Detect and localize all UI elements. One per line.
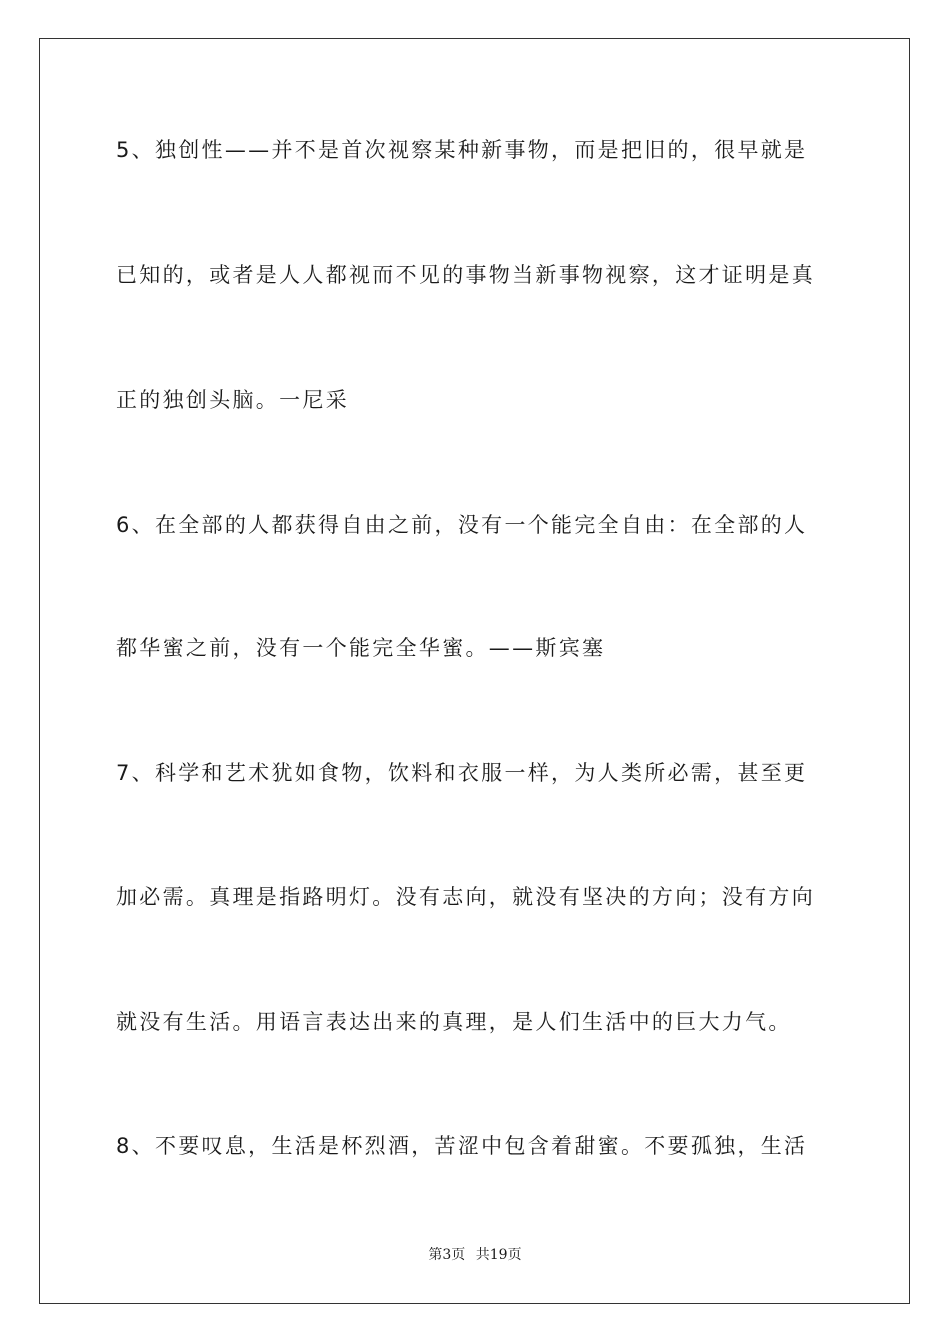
body-line-1: 5、独创性——并不是首次视察某种新事物，而是把旧的，很早就是 [116,138,808,162]
body-line-8: 就没有生活。用语言表达出来的真理，是人们生活中的巨大力气。 [116,1010,792,1034]
body-line-5: 都华蜜之前，没有一个能完全华蜜。——斯宾塞 [116,636,606,660]
page-footer [0,1246,950,1264]
body-line-9: 8、不要叹息，生活是杯烈酒，苦涩中包含着甜蜜。不要孤独，生活 [116,1134,808,1158]
body-line-3: 正的独创头脑。一尼采 [116,388,349,412]
body-line-7: 加必需。真理是指路明灯。没有志向，就没有坚决的方向；没有方向 [116,885,815,909]
body-line-2: 已知的，或者是人人都视而不见的事物当新事物视察，这才证明是真 [116,263,815,287]
page-number-current: 第3页 [428,1247,466,1263]
page-number-total: 共19页 [475,1247,522,1263]
body-line-4: 6、在全部的人都获得自由之前，没有一个能完全自由：在全部的人 [116,513,808,537]
body-line-6: 7、科学和艺术犹如食物，饮料和衣服一样，为人类所必需，甚至更 [116,761,808,785]
page-border [39,38,910,1304]
